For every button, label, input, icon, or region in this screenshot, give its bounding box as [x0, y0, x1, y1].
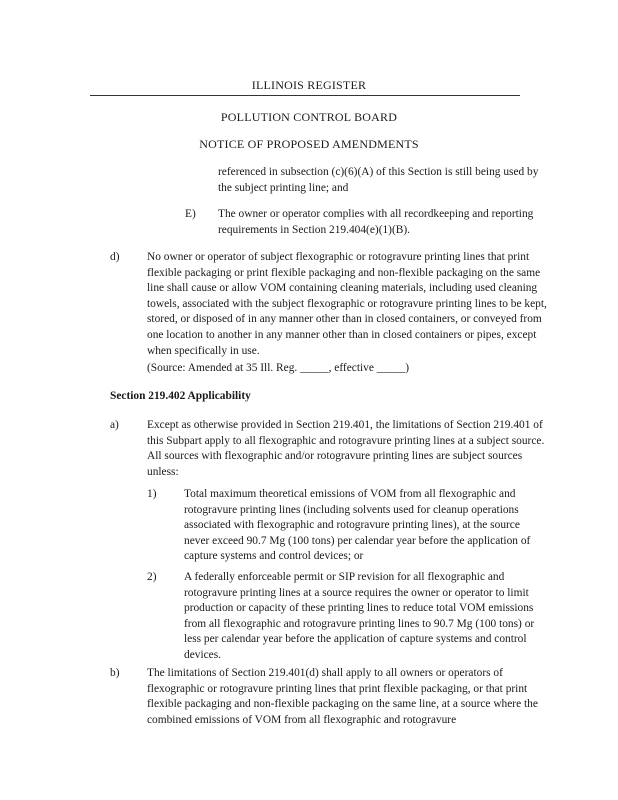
continued-paragraph: referenced in subsection (c)(6)(A) of this Section is still being used by the subject printing line; and [218, 166, 539, 194]
item-b-text: The limitations of Section 219.401(d) shall apply to all owners or operators of flexographic or rotogravure printing lines that print flexible packaging, or that print flexible packaging and non-flexible packaging on the same line, at a source where the combined emissions of VOM from all flexographic and rotogravure [147, 667, 538, 726]
item-a-label: a) [110, 419, 119, 431]
item-e-text: The owner or operator complies with all recordkeeping and reporting requirements in Section 219.404(e)(1)(B). [218, 208, 534, 236]
header-rule [90, 95, 520, 96]
item-d-label: d) [110, 251, 120, 263]
source-note: (Source: Amended at 35 Ill. Reg. _____, effective _____) [147, 362, 410, 374]
item-a2-text: A federally enforceable permit or SIP revision for all flexographic and rotogravure printing lines at a source requires the owner or operator to limit production or capacity of these printing lines to reduce total VOM emissions from all flexographic and rotogravure printing lines to 90.7 Mg (100 tons) or less per calendar year before the application of capture systems and control devices. [184, 571, 535, 661]
item-a-text: Except as otherwise provided in Section 219.401, the limitations of Section 219.401 of this Subpart apply to all flexographic and rotogravure printing lines at a subject source. All sources with flexographic and/or rotogravure printing lines are subject sources unless: [147, 419, 545, 478]
item-e-label: E) [185, 208, 196, 220]
item-d-text: No owner or operator of subject flexographic or rotogravure printing lines that print flexible packaging or print flexible packaging and non-flexible packaging on the same line shall cause or allow VOM containing cleaning materials, including used cleaning towels, associated with the subject flexographic or rotogravure printing lines to be kept, stored, or disposed of in any manner other than in closed containers, or conveyed from one location to another in any manner other than in closed containers or pipes, except when specifically in use. [147, 251, 547, 357]
section-heading: Section 219.402 Applicability [110, 390, 251, 402]
item-a1-label: 1) [147, 488, 157, 500]
notice-title: NOTICE OF PROPOSED AMENDMENTS [199, 137, 419, 151]
item-b-label: b) [110, 667, 120, 679]
board-title: POLLUTION CONTROL BOARD [220, 110, 398, 124]
item-a1-text: Total maximum theoretical emissions of VOM from all flexographic and rotogravure printing lines (including solvents used for cleanup operations associated with flexographic and rotogravure printing lines), at the source never exceed 90.7 Mg (100 tons) per calendar year before the application of capture systems and control devices; or [184, 488, 531, 563]
register-title: ILLINOIS REGISTER [251, 78, 367, 92]
item-a2-label: 2) [147, 571, 157, 583]
